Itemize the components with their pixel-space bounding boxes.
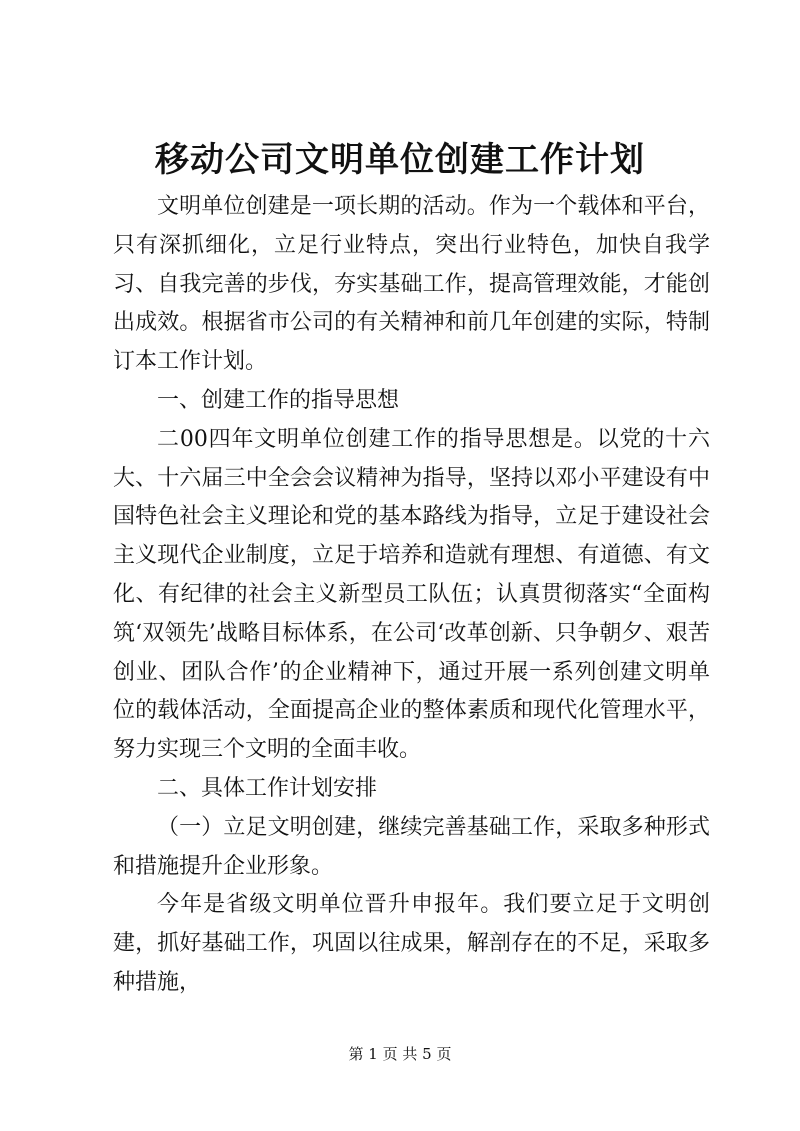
section-heading-guiding-ideology: 一、创建工作的指导思想	[157, 387, 400, 413]
intro-paragraph: 文明单位创建是一项长期的活动。作为一个载体和平台，只有深抓细化，立足行业特点，突出行业特色，加快自我学习、自我完善的步伐，夯实基础工作，提高管理效能，才能创出成效。根据省市公司的有关精神和前几年创建的实际，特制订本工作计划。	[113, 194, 710, 375]
document-title: 移动公司文明单位创建工作计划	[155, 140, 645, 180]
guiding-ideology-paragraph: 二00四年文明单位创建工作的指导思想是。以党的十六大、十六届三中全会会议精神为指导，坚持以邓小平建设有中国特色社会主义理论和党的基本路线为指导，立足于建设社会主义现代企业制度，立足于培养和造就有理想、有道德、有文化、有纪律的社会主义新型员工队伍；认真贯彻落实“全面构筑‘双领先’战略目标体系，在公司‘改革创新、只争朝夕、艰苦创业、团队合作’的企业精神下，通过开展一系列创建文明单位的载体活动，全面提高企业的整体素质和现代化管理水平，努力实现三个文明的全面丰收。	[113, 426, 710, 763]
document-body	[113, 188, 710, 1003]
page-number-footer: 第 1 页 共 5 页	[348, 1045, 452, 1063]
basic-work-paragraph: 今年是省级文明单位晋升申报年。我们要立足于文明创建，抓好基础工作，巩固以往成果，解剖存在的不足，采取多种措施，	[113, 892, 710, 995]
subsection-heading-basic-work: （一）立足文明创建，继续完善基础工作，采取多种形式和措施提升企业形象。	[113, 814, 710, 879]
section-heading-work-plan: 二、具体工作计划安排	[157, 775, 378, 801]
